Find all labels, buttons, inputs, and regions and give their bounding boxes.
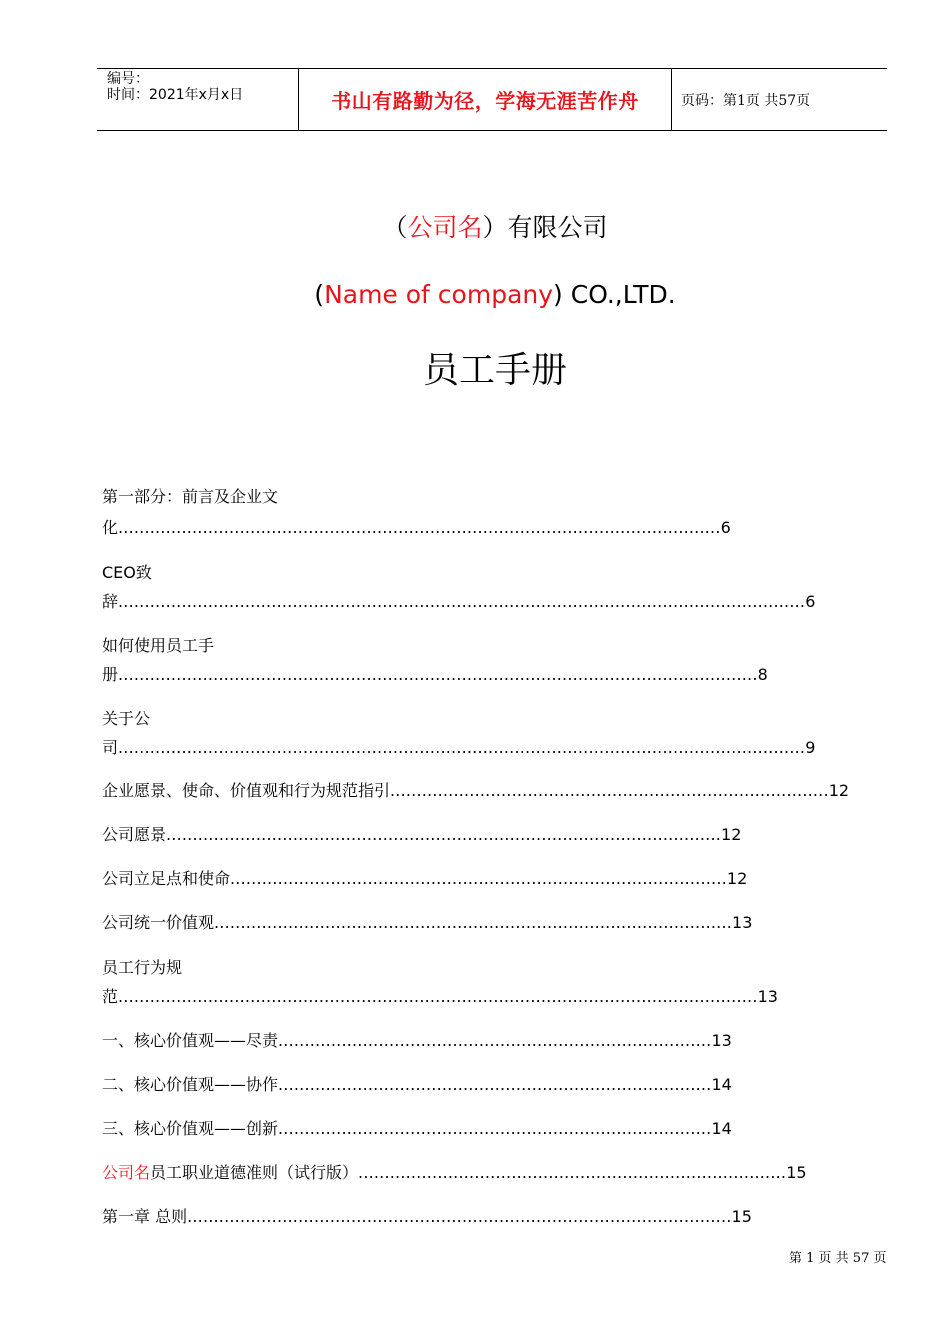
- toc-entry-conduct-line1: 员工行为规: [102, 958, 183, 977]
- toc-entry-value-cooperation[interactable]: 二、核心价值观——协作..................................................................................14: [102, 1075, 732, 1094]
- header-page-label: 页码：第1页 共57页: [681, 92, 811, 109]
- toc-entry-about-line2[interactable]: 司..................................................................................................................................9: [102, 738, 816, 757]
- page-header-table: [97, 68, 887, 131]
- toc-entry-part1-line1: 第一部分：前言及企业文: [102, 487, 279, 506]
- header-motto: 书山有路勤为径，学海无涯苦作舟: [331, 89, 639, 113]
- toc-entry-conduct-line2[interactable]: 范.........................................................................................................................13: [102, 987, 778, 1006]
- toc-entry-mission[interactable]: 公司立足点和使命..............................................................................................12: [102, 869, 748, 888]
- toc-entry-ethics[interactable]: 公司名员工职业道德准则（试行版）.................................................................................15: [102, 1163, 807, 1182]
- toc-entry-vision[interactable]: 公司愿景.........................................................................................................12: [102, 825, 742, 844]
- toc-entry-ceo-line1: CEO致: [102, 563, 152, 582]
- time-label: 时间：2021年x月x日: [107, 87, 244, 103]
- company-placeholder-en: Name of company: [324, 280, 554, 309]
- toc-entry-part1-line2[interactable]: 化..................................................................................................................6: [102, 518, 731, 537]
- number-label: 编号：: [107, 71, 149, 87]
- toc-entry-value-innovation[interactable]: 三、核心价值观——创新..................................................................................14: [102, 1119, 732, 1138]
- header-page-cell: [672, 69, 887, 130]
- company-name-en: (Name of company) CO.,LTD.: [314, 280, 676, 309]
- toc-entry-values[interactable]: 公司统一价值观..................................................................................................13: [102, 913, 753, 932]
- company-placeholder-toc: 公司名: [102, 1163, 151, 1182]
- company-name-cn: （公司名）有限公司: [382, 213, 608, 242]
- toc-entry-value-responsibility[interactable]: 一、核心价值观——尽责..................................................................................13: [102, 1031, 732, 1050]
- toc-entry-usage-line2[interactable]: 册.........................................................................................................................8: [102, 665, 768, 684]
- document-title: 员工手册: [422, 350, 567, 391]
- header-motto-cell: [299, 69, 672, 130]
- company-placeholder-cn: 公司名: [407, 213, 483, 242]
- toc-entry-usage-line1: 如何使用员工手: [102, 636, 215, 655]
- toc-entry-chapter1[interactable]: 第一章 总则.......................................................................................................15: [102, 1207, 752, 1226]
- toc-entry-about-line1: 关于公: [102, 709, 151, 728]
- header-left-cell: [97, 69, 299, 130]
- page-footer: 第 1 页 共 57 页: [789, 1251, 887, 1266]
- toc-entry-vision-guide[interactable]: 企业愿景、使命、价值观和行为规范指引...................................................................................12: [102, 781, 850, 800]
- toc-entry-ceo-line2[interactable]: 辞..................................................................................................................................6: [102, 592, 816, 611]
